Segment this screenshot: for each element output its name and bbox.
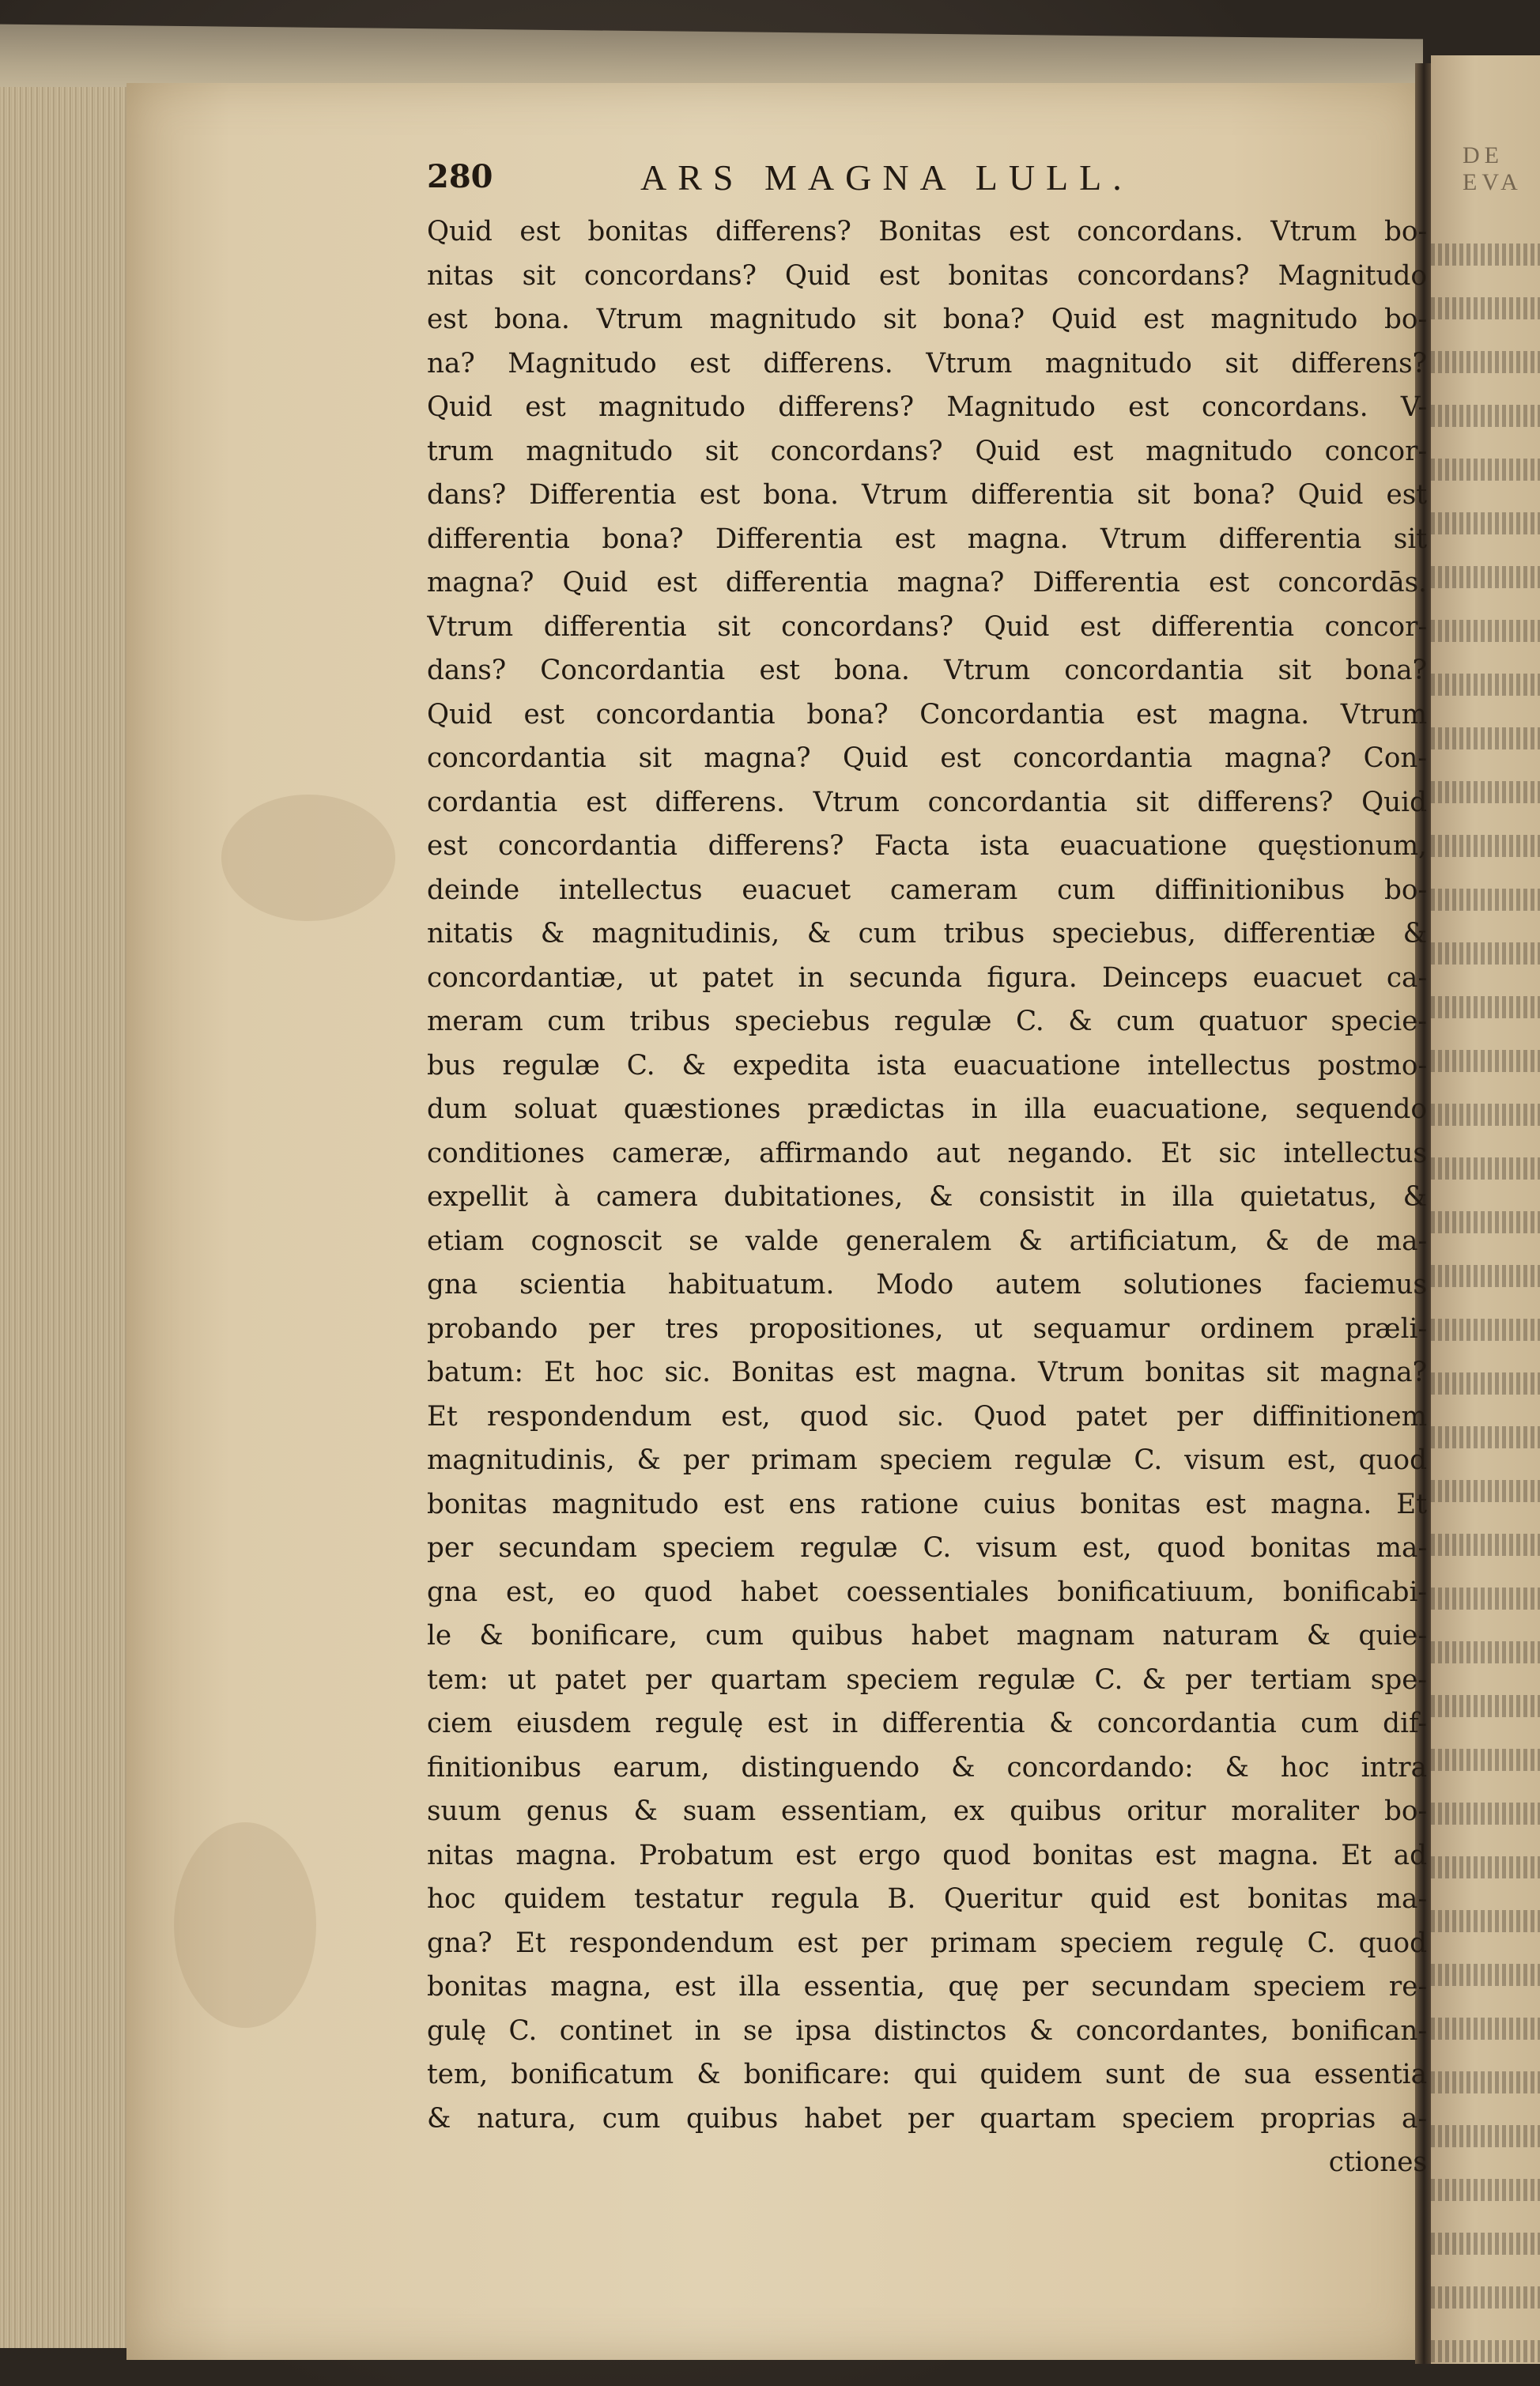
facing-text-line — [1431, 942, 1540, 965]
text-line: nitas sit concordans? Quid est bonitas concordans? Magnitudo — [427, 259, 1427, 292]
text-line: deinde intellectus euacuet cameram cum diffinitionibus bo- — [427, 874, 1427, 906]
text-line: probando per tres propositiones, ut sequamur ordinem præli- — [427, 1312, 1427, 1345]
page-stack-edge — [0, 87, 132, 2348]
text-line: cordantia est differens. Vtrum concordantia sit differens? Quid — [427, 786, 1427, 818]
facing-text-line — [1431, 2340, 1540, 2362]
text-line: batum: Et hoc sic. Bonitas est magna. Vtrum bonitas sit magna? — [427, 1357, 1427, 1388]
text-line: concordantia sit magna? Quid est concordantia magna? Con- — [427, 742, 1427, 774]
running-title: ARS MAGNA LULL. — [640, 157, 1133, 198]
text-line: gulę C. continet in se ipsa distinctos & concordantes, bonifican- — [427, 2014, 1427, 2047]
facing-text-line — [1431, 1534, 1540, 1556]
text-line: expellit à camera dubitationes, & consistit in illa quietatus, & — [427, 1181, 1427, 1213]
text-line: dans? Differentia est bona. Vtrum differentia sit bona? Quid est — [427, 479, 1427, 511]
facing-text-line — [1431, 2286, 1540, 2309]
facing-text-line — [1431, 727, 1540, 749]
paper-stain — [221, 795, 395, 921]
page-number: 280 — [427, 158, 493, 195]
text-line: Quid est concordantia bona? Concordantia est magna. Vtrum — [427, 698, 1427, 731]
facing-text-line — [1431, 2018, 1540, 2040]
text-line: gna est, eo quod habet coessentiales bonificatiuum, bonificabi- — [427, 1576, 1427, 1608]
facing-text-line — [1431, 1856, 1540, 1878]
facing-text-line — [1431, 620, 1540, 642]
text-line: etiam cognoscit se valde generalem & artificiatum, & de ma- — [427, 1225, 1427, 1257]
facing-text-line — [1431, 459, 1540, 481]
facing-text-line — [1431, 297, 1540, 319]
facing-text-line — [1431, 2125, 1540, 2147]
facing-text-line — [1431, 1050, 1540, 1072]
facing-text-line — [1431, 512, 1540, 534]
text-line: Quid est bonitas differens? Bonitas est concordans. Vtrum bo- — [427, 216, 1427, 247]
text-line: nitas magna. Probatum est ergo quod bonitas est magna. Et ad — [427, 1839, 1427, 1871]
facing-text-line — [1431, 405, 1540, 427]
text-line: bonitas magna, est illa essentia, quę per secundam speciem re- — [427, 1971, 1427, 2003]
facing-text-line — [1431, 1641, 1540, 1663]
facing-text-line — [1431, 1104, 1540, 1126]
facing-text-line — [1431, 1803, 1540, 1825]
text-line: differentia bona? Differentia est magna. Vtrum differentia sit — [427, 523, 1427, 555]
text-line: Et respondendum est, quod sic. Quod patet per diffinitionem — [427, 1400, 1427, 1433]
text-line: est bona. Vtrum magnitudo sit bona? Quid est magnitudo bo- — [427, 304, 1427, 335]
facing-text-line — [1431, 1211, 1540, 1233]
facing-text-line — [1431, 835, 1540, 857]
text-line: nitatis & magnitudinis, & cum tribus speciebus, differentiæ & — [427, 918, 1427, 949]
text-line: concordantiæ, ut patet in secunda figura. Deinceps euacuet ca- — [427, 961, 1427, 994]
text-line: le & bonificare, cum quibus habet magnam naturam & quie- — [427, 1620, 1427, 1652]
text-line: est concordantia differens? Facta ista euacuatione quęstionum, — [427, 830, 1427, 862]
facing-text-line — [1431, 1910, 1540, 1932]
facing-page — [1431, 55, 1540, 2364]
text-line: magnitudinis, & per primam speciem regulæ C. visum est, quod — [427, 1444, 1427, 1476]
facing-text-line — [1431, 1372, 1540, 1395]
text-line: magna? Quid est differentia magna? Differentia est concordās. — [427, 567, 1427, 598]
running-head — [427, 149, 1427, 204]
text-line: per secundam speciem regulæ C. visum est, quod bonitas ma- — [427, 1532, 1427, 1564]
text-line: & natura, cum quibus habet per quartam speciem proprias a- — [427, 2102, 1427, 2135]
facing-text-line — [1431, 2071, 1540, 2093]
text-line: finitionibus earum, distinguendo & concordando: & hoc intra — [427, 1751, 1427, 1784]
facing-text-line — [1431, 351, 1540, 373]
text-line: conditiones cameræ, affirmando aut negando. Et sic intellectus — [427, 1137, 1427, 1169]
text-line: suum genus & suam essentiam, ex quibus oritur moraliter bo- — [427, 1795, 1427, 1827]
facing-text-line — [1431, 1265, 1540, 1287]
text-line: meram cum tribus speciebus regulæ C. & cum quatuor specie- — [427, 1006, 1427, 1037]
facing-text-line — [1431, 1964, 1540, 1986]
paper-stain — [174, 1822, 316, 2028]
facing-text-line — [1431, 674, 1540, 696]
text-line: na? Magnitudo est differens. Vtrum magnitudo sit differens? — [427, 347, 1427, 379]
text-line: dans? Concordantia est bona. Vtrum concordantia sit bona? — [427, 655, 1427, 686]
text-line: ctiones — [1328, 2146, 1427, 2178]
text-line: gna? Et respondendum est per primam speciem regulę C. quod — [427, 1927, 1427, 1959]
text-line: gna scientia habituatum. Modo autem solutiones faciemus — [427, 1269, 1427, 1301]
text-line: tem, bonificatum & bonificare: qui quidem sunt de sua essentia — [427, 2059, 1427, 2090]
facing-text-line — [1431, 1426, 1540, 1448]
text-line: Vtrum differentia sit concordans? Quid est differentia concor- — [427, 610, 1427, 643]
facing-text-line — [1431, 1157, 1540, 1180]
body-text — [427, 210, 1427, 2185]
text-line: dum soluat quæstiones prædictas in illa euacuatione, sequendo — [427, 1093, 1427, 1125]
text-line: trum magnitudo sit concordans? Quid est magnitudo concor- — [427, 435, 1427, 467]
text-line: tem: ut patet per quartam speciem regulæ C. & per tertiam spe- — [427, 1663, 1427, 1696]
facing-text-line — [1431, 2179, 1540, 2201]
facing-text-line — [1431, 1749, 1540, 1771]
text-line: hoc quidem testatur regula B. Queritur quid est bonitas ma- — [427, 1883, 1427, 1915]
facing-text-line — [1431, 566, 1540, 588]
facing-text-line — [1431, 1319, 1540, 1341]
facing-text-line — [1431, 2233, 1540, 2255]
facing-text-line — [1431, 1480, 1540, 1502]
facing-text-line — [1431, 889, 1540, 911]
facing-text-line — [1431, 781, 1540, 803]
text-line: Quid est magnitudo differens? Magnitudo est concordans. V- — [427, 391, 1427, 423]
text-line: bus regulæ C. & expedita ista euacuatione intellectus postmo- — [427, 1049, 1427, 1082]
facing-running-title: DE EVA — [1463, 142, 1523, 195]
text-line: bonitas magnitudo est ens ratione cuius bonitas est magna. Et — [427, 1488, 1427, 1520]
facing-text-line — [1431, 1588, 1540, 1610]
facing-text-line — [1431, 244, 1540, 266]
page-text — [427, 149, 1427, 2185]
text-line: ciem eiusdem regulę est in differentia & concordantia cum dif- — [427, 1708, 1427, 1739]
facing-text-line — [1431, 996, 1540, 1018]
facing-text-line — [1431, 1695, 1540, 1717]
